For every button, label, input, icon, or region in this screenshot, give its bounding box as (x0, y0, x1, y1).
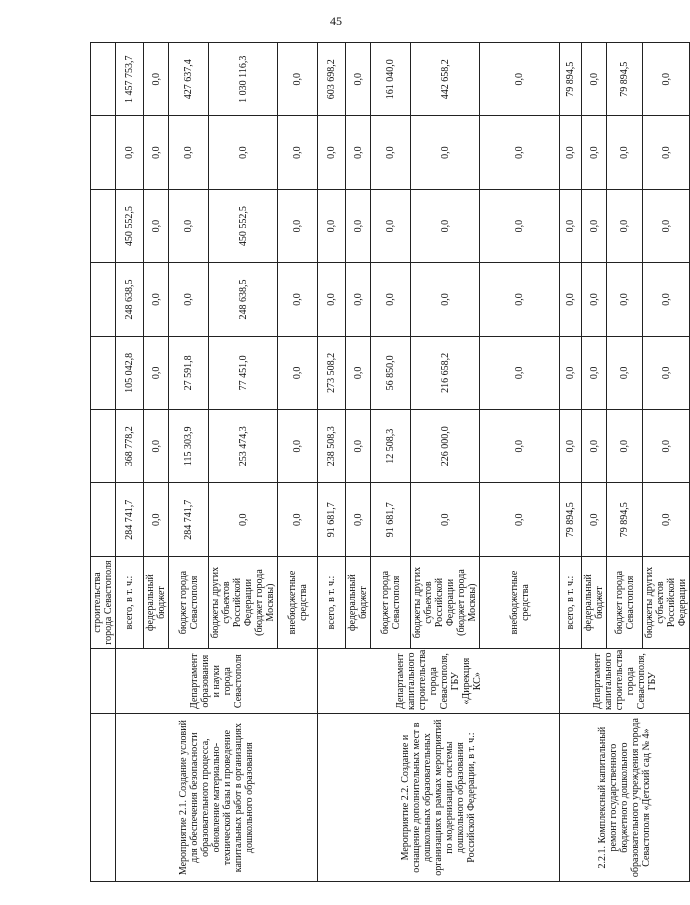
continuation-value-cell (91, 410, 116, 483)
year-value-cell: 105 042,8 (116, 336, 144, 409)
year-value-cell: 0,0 (607, 336, 643, 409)
funding-source-cell: федеральный бюджет (582, 556, 607, 648)
funding-source-cell: бюджет города Севастополя (607, 556, 643, 648)
year-value-cell: 284 741,7 (116, 483, 144, 556)
year-value-cell: 0,0 (480, 410, 560, 483)
table-row (116, 43, 144, 882)
table-body (91, 43, 690, 882)
year-value-cell: 0,0 (643, 263, 690, 336)
total-value-cell: 79 894,5 (560, 43, 582, 116)
continuation-value-cell (91, 43, 116, 116)
year-value-cell: 0,0 (607, 189, 643, 262)
year-value-cell: 0,0 (411, 189, 480, 262)
continuation-row (91, 43, 116, 882)
year-value-cell: 0,0 (318, 189, 346, 262)
funding-source-cell: всего, в т. ч.: (318, 556, 346, 648)
total-value-cell: 79 894,5 (607, 43, 643, 116)
year-value-cell: 0,0 (560, 116, 582, 189)
year-value-cell: 0,0 (346, 189, 371, 262)
funding-source-cell: внебюджетные средства (278, 556, 318, 648)
continuation-exec-cell (91, 649, 116, 714)
year-value-cell: 0,0 (346, 410, 371, 483)
funding-source-cell: бюджеты других субъектов Российской Федерации (бюджет города Москвы) (411, 556, 480, 648)
year-value-cell: 0,0 (480, 116, 560, 189)
executor-cell: Департамент образования и науки города Севастополя (116, 649, 318, 714)
year-value-cell: 0,0 (346, 116, 371, 189)
total-value-cell: 161 040,0 (371, 43, 411, 116)
year-value-cell: 0,0 (582, 410, 607, 483)
measure-name-cell: Мероприятие 2.1. Создание условий для обеспечения безопасности образовательного процесса, обновление материально-технической базы и проведение капитальных работ в организациях дошкольного образования (116, 714, 318, 882)
year-value-cell: 0,0 (643, 410, 690, 483)
year-value-cell: 0,0 (144, 116, 169, 189)
year-value-cell: 273 508,2 (318, 336, 346, 409)
funding-source-cell: федеральный бюджет (144, 556, 169, 648)
total-value-cell: 427 637,4 (169, 43, 209, 116)
total-value-cell: 0,0 (278, 43, 318, 116)
year-value-cell: 0,0 (278, 410, 318, 483)
year-value-cell: 0,0 (278, 336, 318, 409)
year-value-cell: 450 552,5 (116, 189, 144, 262)
year-value-cell: 0,0 (643, 483, 690, 556)
year-value-cell: 0,0 (371, 263, 411, 336)
year-value-cell: 0,0 (371, 116, 411, 189)
year-value-cell: 115 303,9 (169, 410, 209, 483)
year-value-cell: 0,0 (582, 189, 607, 262)
total-value-cell: 1 030 116,3 (209, 43, 278, 116)
year-value-cell: 0,0 (116, 116, 144, 189)
year-value-cell: 56 850,0 (371, 336, 411, 409)
year-value-cell: 0,0 (480, 483, 560, 556)
year-value-cell: 0,0 (144, 263, 169, 336)
total-value-cell: 0,0 (480, 43, 560, 116)
table-row (560, 43, 582, 882)
year-value-cell: 248 638,5 (209, 263, 278, 336)
year-value-cell: 0,0 (371, 189, 411, 262)
year-value-cell: 0,0 (582, 263, 607, 336)
year-value-cell: 0,0 (643, 336, 690, 409)
year-value-cell: 0,0 (560, 410, 582, 483)
year-value-cell: 0,0 (480, 263, 560, 336)
funding-source-cell: бюджет города Севастополя (371, 556, 411, 648)
funding-source-cell: всего, в т. ч.: (116, 556, 144, 648)
year-value-cell: 253 474,3 (209, 410, 278, 483)
year-value-cell: 0,0 (643, 189, 690, 262)
continuation-source-cell: строительства города Севастополя (91, 556, 116, 648)
year-value-cell: 0,0 (643, 116, 690, 189)
year-value-cell: 0,0 (411, 263, 480, 336)
total-value-cell: 1 457 753,7 (116, 43, 144, 116)
year-value-cell: 0,0 (318, 263, 346, 336)
page-number: 45 (330, 14, 342, 28)
year-value-cell: 0,0 (346, 263, 371, 336)
landscape-content (90, 42, 688, 882)
year-value-cell: 0,0 (278, 483, 318, 556)
measure-name-cell: 2.2.1. Комплексный капитальный ремонт государственного бюджетного дошкольного образовательного учреждения города Севастополя «Детский сад № 4» (560, 714, 690, 882)
year-value-cell: 284 741,7 (169, 483, 209, 556)
total-value-cell: 0,0 (346, 43, 371, 116)
year-value-cell: 27 591,8 (169, 336, 209, 409)
funding-source-cell: бюджеты других субъектов Российской Федерации (бюджет города Москвы) (209, 556, 278, 648)
year-value-cell: 91 681,7 (371, 483, 411, 556)
year-value-cell: 0,0 (144, 189, 169, 262)
year-value-cell: 238 508,3 (318, 410, 346, 483)
year-value-cell: 0,0 (411, 116, 480, 189)
year-value-cell: 0,0 (144, 483, 169, 556)
continuation-value-cell (91, 116, 116, 189)
year-value-cell: 248 638,5 (116, 263, 144, 336)
year-value-cell: 0,0 (278, 263, 318, 336)
year-value-cell: 79 894,5 (607, 483, 643, 556)
year-value-cell: 0,0 (278, 189, 318, 262)
year-value-cell: 0,0 (480, 336, 560, 409)
program-funding-table (90, 42, 690, 882)
year-value-cell: 368 778,2 (116, 410, 144, 483)
funding-source-cell: бюджеты других субъектов Российской Федерации (643, 556, 690, 648)
executor-cell: Департамент капитального строительства города Севастополя, ГБУ «Дирекция КС» (318, 649, 560, 714)
year-value-cell: 0,0 (607, 116, 643, 189)
continuation-value-cell (91, 336, 116, 409)
year-value-cell: 0,0 (169, 189, 209, 262)
year-value-cell: 79 894,5 (560, 483, 582, 556)
total-value-cell: 603 698,2 (318, 43, 346, 116)
year-value-cell: 0,0 (278, 116, 318, 189)
total-value-cell: 0,0 (582, 43, 607, 116)
year-value-cell: 77 451,0 (209, 336, 278, 409)
funding-source-cell: внебюджетные средства (480, 556, 560, 648)
year-value-cell: 0,0 (560, 336, 582, 409)
year-value-cell: 0,0 (209, 116, 278, 189)
measure-name-cell: Мероприятие 2.2. Создание и оснащение дополнительных мест в дошкольных образовательных организациях в рамках мероприятий по модернизации системы дошкольного образования Российской Федерации, в т. ч.: (318, 714, 560, 882)
year-value-cell: 0,0 (480, 189, 560, 262)
year-value-cell: 226 000,0 (411, 410, 480, 483)
continuation-value-cell (91, 189, 116, 262)
year-value-cell: 0,0 (411, 483, 480, 556)
total-value-cell: 0,0 (144, 43, 169, 116)
table-row (318, 43, 346, 882)
funding-source-cell: бюджет города Севастополя (169, 556, 209, 648)
year-value-cell: 0,0 (209, 483, 278, 556)
year-value-cell: 12 508,3 (371, 410, 411, 483)
year-value-cell: 0,0 (607, 410, 643, 483)
year-value-cell: 0,0 (318, 116, 346, 189)
year-value-cell: 0,0 (560, 263, 582, 336)
year-value-cell: 0,0 (582, 116, 607, 189)
year-value-cell: 0,0 (346, 483, 371, 556)
year-value-cell: 0,0 (144, 336, 169, 409)
year-value-cell: 0,0 (582, 483, 607, 556)
continuation-value-cell (91, 483, 116, 556)
continuation-value-cell (91, 263, 116, 336)
year-value-cell: 0,0 (144, 410, 169, 483)
year-value-cell: 216 658,2 (411, 336, 480, 409)
year-value-cell: 450 552,5 (209, 189, 278, 262)
funding-source-cell: федеральный бюджет (346, 556, 371, 648)
total-value-cell: 0,0 (643, 43, 690, 116)
funding-source-cell: всего, в т. ч.: (560, 556, 582, 648)
year-value-cell: 0,0 (560, 189, 582, 262)
year-value-cell: 0,0 (169, 263, 209, 336)
year-value-cell: 0,0 (607, 263, 643, 336)
rotated-table-container (90, 42, 688, 882)
year-value-cell: 91 681,7 (318, 483, 346, 556)
year-value-cell: 0,0 (582, 336, 607, 409)
continuation-name-cell (91, 714, 116, 882)
executor-cell: Департамент капитального строительства города Севастополя, ГБУ (560, 649, 690, 714)
year-value-cell: 0,0 (346, 336, 371, 409)
year-value-cell: 0,0 (169, 116, 209, 189)
total-value-cell: 442 658,2 (411, 43, 480, 116)
